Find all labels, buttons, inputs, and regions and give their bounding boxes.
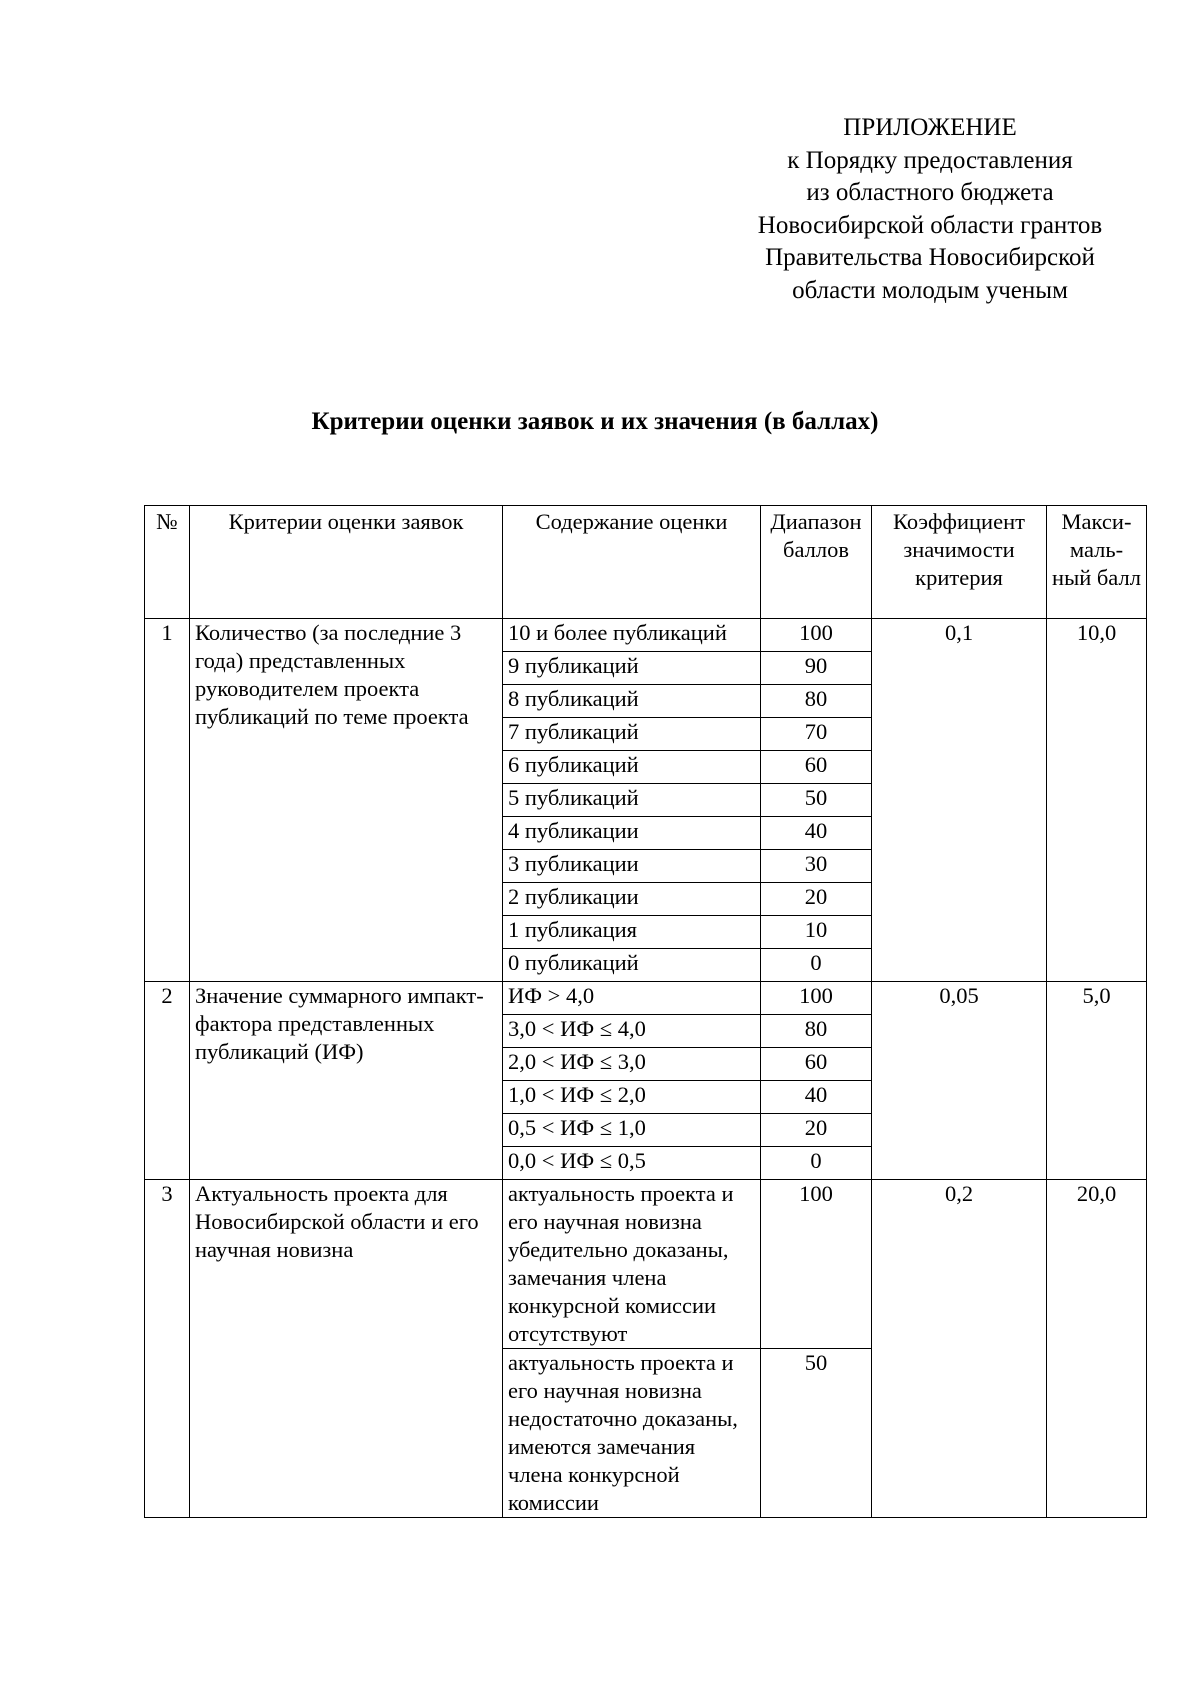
appendix-line: Новосибирской области грантов — [757, 211, 1103, 239]
content-cell: актуальность проекта и его научная новизна убедительно доказаны, замечания члена конкурсной комиссии отсутствуют — [503, 1180, 761, 1349]
criterion-number: 2 — [145, 982, 190, 1180]
points-cell: 0 — [761, 949, 872, 982]
criterion-number: 1 — [145, 619, 190, 982]
points-cell: 40 — [761, 817, 872, 850]
criterion-name: Количество (за последние 3 года) представленных руководителем проекта публикаций по теме проекта — [190, 619, 503, 982]
points-cell: 60 — [761, 1048, 872, 1081]
content-cell: актуальность проекта и его научная новизна недостаточно доказаны, имеются замечания члена конкурсной комиссии — [503, 1349, 761, 1518]
criterion-number: 3 — [145, 1180, 190, 1518]
points-cell: 90 — [761, 652, 872, 685]
points-cell: 40 — [761, 1081, 872, 1114]
appendix-line: из областного бюджета — [806, 179, 1054, 207]
coefficient-cell: 0,05 — [872, 982, 1047, 1180]
header-max-text: Макси-маль-ный балл — [1052, 509, 1141, 590]
points-cell: 100 — [761, 982, 872, 1015]
max-score-cell: 10,0 — [1047, 619, 1147, 982]
appendix-line: к Порядку предоставления — [787, 146, 1073, 174]
header-max — [1047, 506, 1147, 619]
content-cell: 3 публикации — [503, 850, 761, 883]
coefficient-cell: 0,2 — [872, 1180, 1047, 1518]
content-cell: 1,0 < ИФ ≤ 2,0 — [503, 1081, 761, 1114]
content-cell: 3,0 < ИФ ≤ 4,0 — [503, 1015, 761, 1048]
content-cell: 10 и более публикаций — [503, 619, 761, 652]
header-coefficient: Коэффициент значимости критерия — [872, 506, 1047, 619]
coefficient-cell: 0,1 — [872, 619, 1047, 982]
points-cell: 80 — [761, 685, 872, 718]
points-cell: 0 — [761, 1147, 872, 1180]
points-cell: 60 — [761, 751, 872, 784]
points-cell: 20 — [761, 883, 872, 916]
content-cell: ИФ > 4,0 — [503, 982, 761, 1015]
criterion-name: Актуальность проекта для Новосибирской области и его научная новизна — [190, 1180, 503, 1518]
points-cell: 50 — [761, 1349, 872, 1518]
appendix-line: ПРИЛОЖЕНИЕ — [843, 114, 1017, 141]
header-content: Содержание оценки — [503, 506, 761, 619]
appendix-line: области молодым ученым — [792, 276, 1068, 304]
points-cell: 20 — [761, 1114, 872, 1147]
content-cell: 7 публикаций — [503, 718, 761, 751]
points-cell: 70 — [761, 718, 872, 751]
document-title: Критерии оценки заявок и их значения (в баллах) — [311, 408, 879, 435]
content-cell: 2,0 < ИФ ≤ 3,0 — [503, 1048, 761, 1081]
points-cell: 10 — [761, 916, 872, 949]
content-cell: 6 публикаций — [503, 751, 761, 784]
content-cell: 0 публикаций — [503, 949, 761, 982]
table-header-row — [145, 506, 1147, 619]
content-cell: 9 публикаций — [503, 652, 761, 685]
header-num: № — [145, 506, 190, 619]
points-cell: 100 — [761, 1180, 872, 1349]
points-cell: 50 — [761, 784, 872, 817]
content-cell: 2 публикации — [503, 883, 761, 916]
table-row — [145, 619, 1147, 652]
max-score-cell: 5,0 — [1047, 982, 1147, 1180]
appendix-line: Правительства Новосибирской — [765, 244, 1095, 272]
content-cell: 4 публикации — [503, 817, 761, 850]
content-cell: 8 публикаций — [503, 685, 761, 718]
points-cell: 100 — [761, 619, 872, 652]
criterion-name: Значение суммарного импакт-фактора представленных публикаций (ИФ) — [190, 982, 503, 1180]
content-cell: 5 публикаций — [503, 784, 761, 817]
content-cell: 0,0 < ИФ ≤ 0,5 — [503, 1147, 761, 1180]
appendix-header — [700, 112, 1160, 308]
table-row — [145, 1180, 1147, 1349]
points-cell: 30 — [761, 850, 872, 883]
header-range: Диапазон баллов — [761, 506, 872, 619]
table-row — [145, 982, 1147, 1015]
max-score-cell: 20,0 — [1047, 1180, 1147, 1518]
content-cell: 1 публикация — [503, 916, 761, 949]
points-cell: 80 — [761, 1015, 872, 1048]
header-criterion: Критерии оценки заявок — [190, 506, 503, 619]
content-cell: 0,5 < ИФ ≤ 1,0 — [503, 1114, 761, 1147]
criteria-table — [144, 505, 1147, 1518]
